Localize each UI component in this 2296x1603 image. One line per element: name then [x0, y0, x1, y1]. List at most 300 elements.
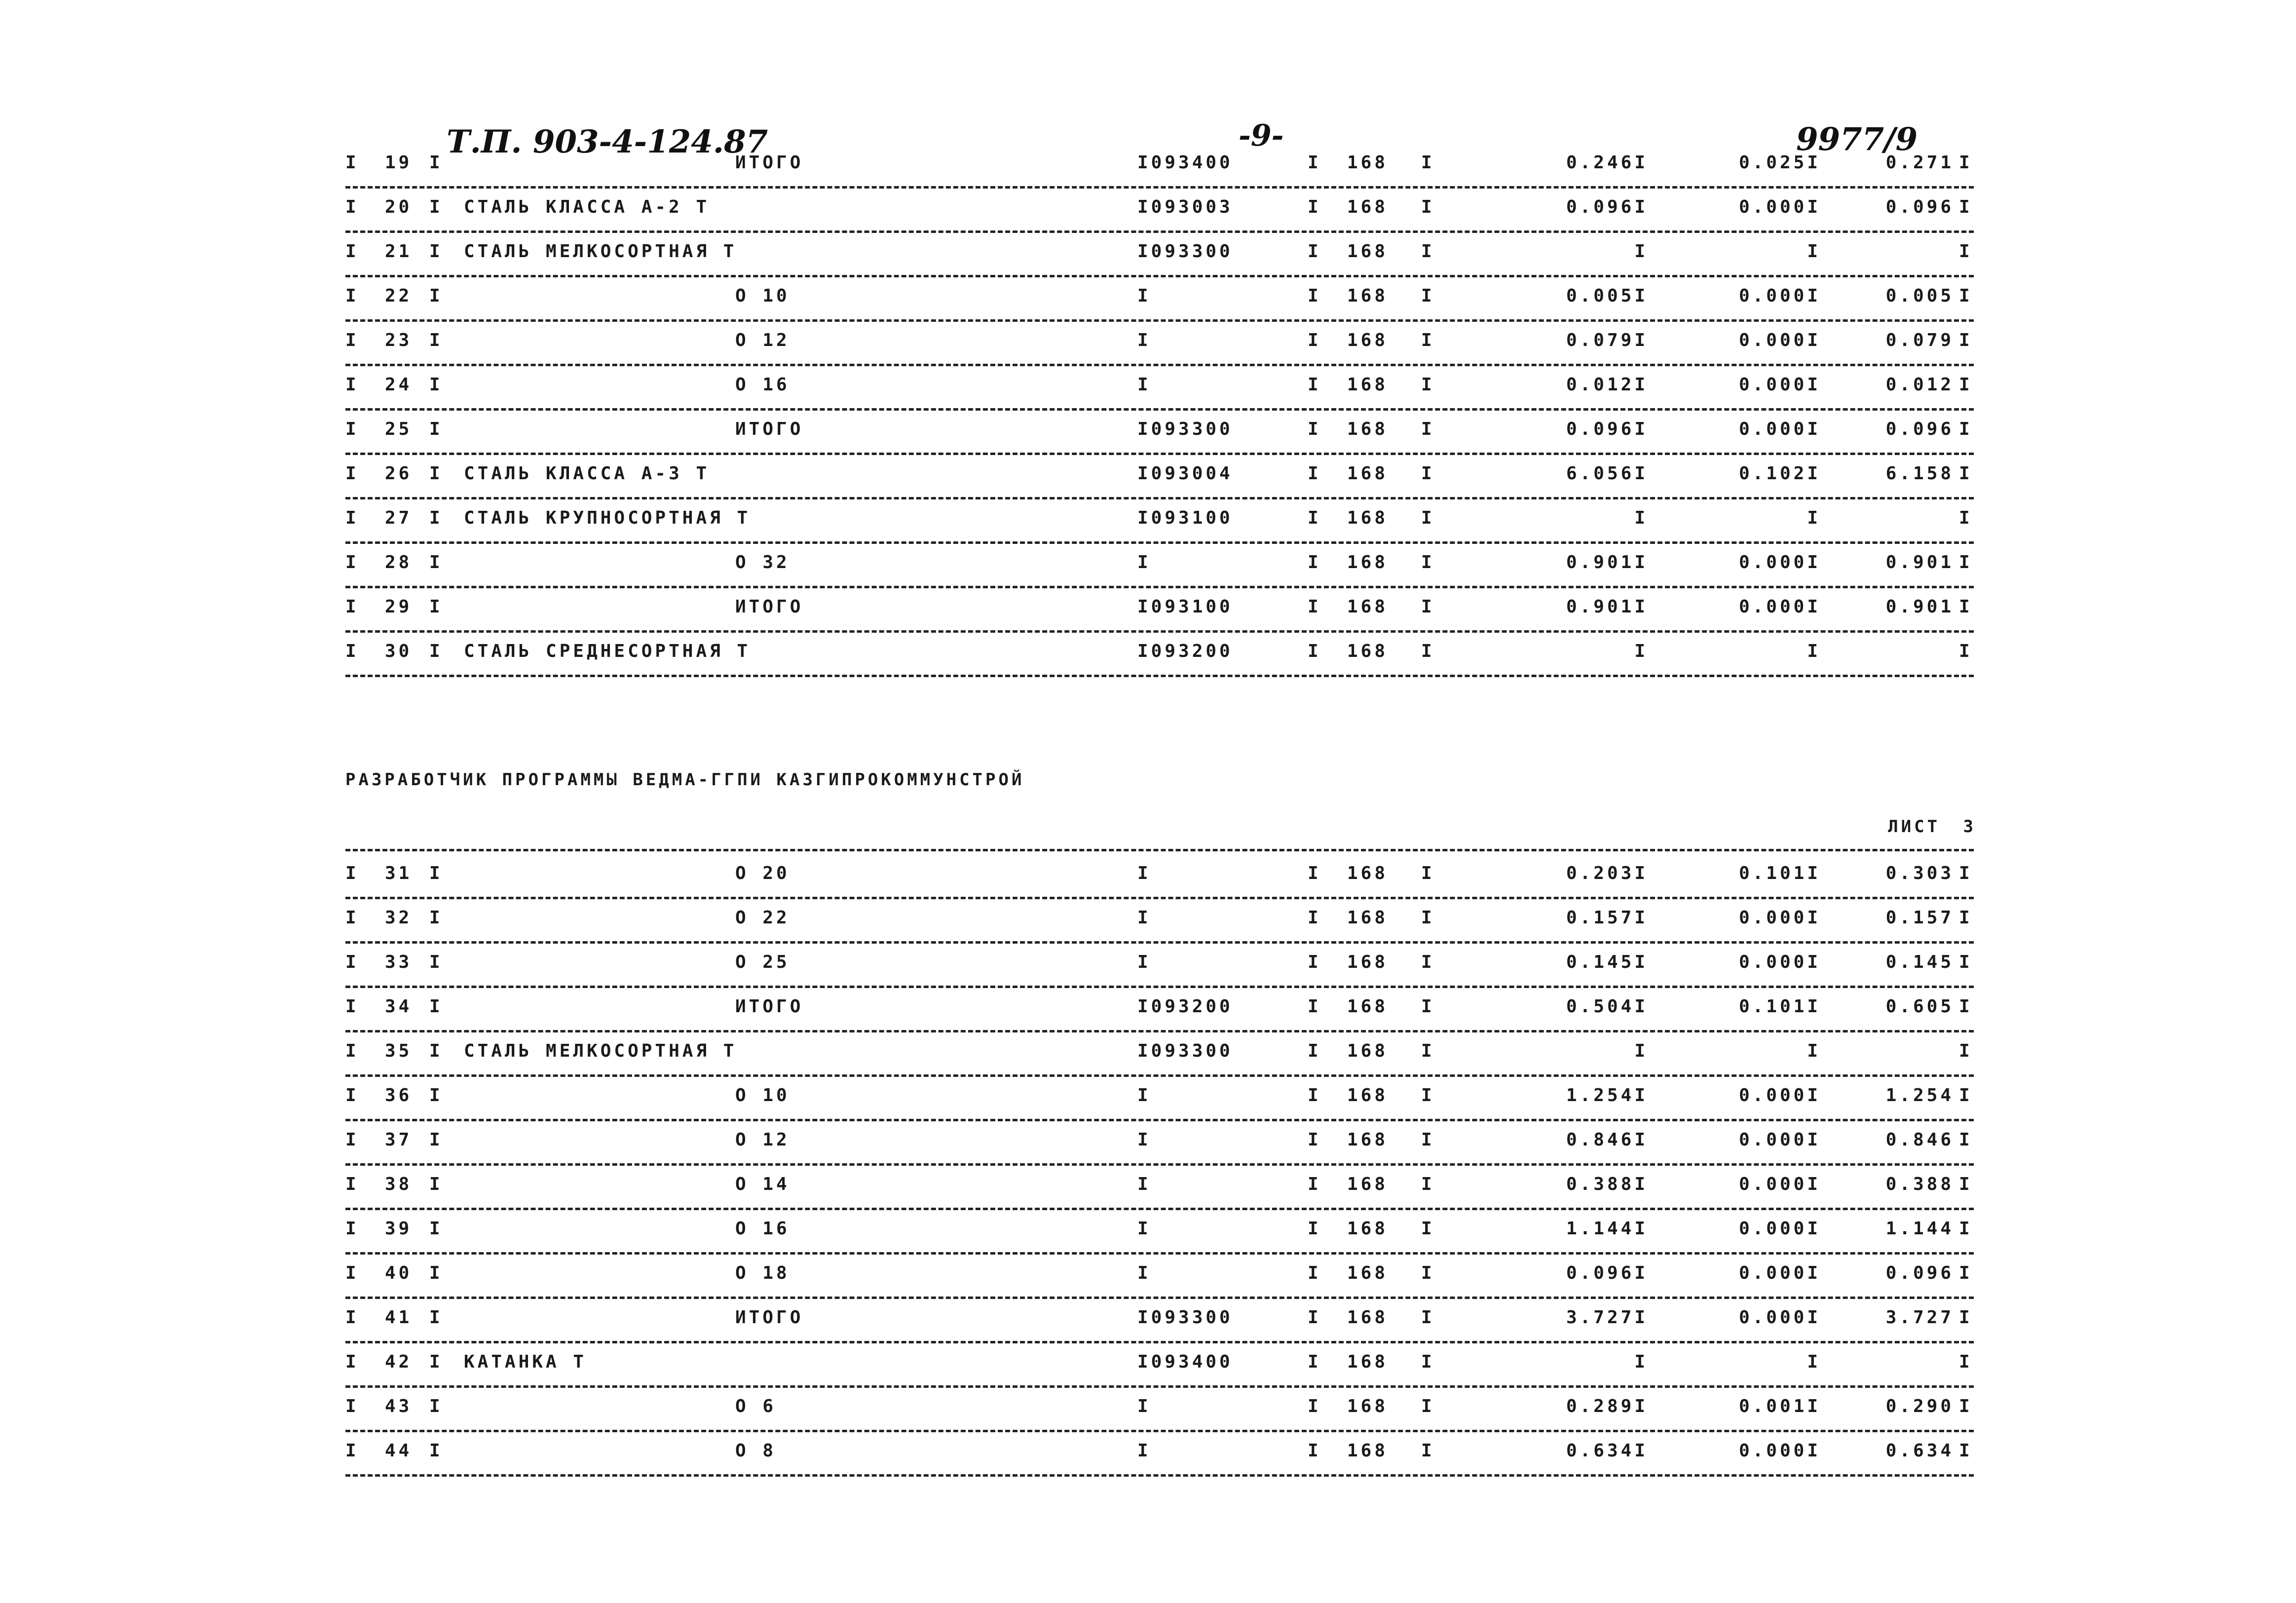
- row-sep: I: [429, 1396, 443, 1416]
- row-value-a: 0.634I: [1566, 1441, 1648, 1461]
- row-sep: I: [1421, 908, 1435, 928]
- row-sep: I: [1421, 1174, 1435, 1194]
- row-sep-left: I: [345, 1219, 359, 1239]
- row-value-b: 0.000I: [1738, 1307, 1821, 1328]
- row-sep: I: [1308, 1174, 1321, 1194]
- row-name: СТАЛЬ КРУПНОСОРТНАЯ Т: [464, 508, 751, 528]
- row-sep: I: [429, 1085, 443, 1106]
- row-size: ИТОГО: [735, 1307, 804, 1328]
- row-number: 26: [385, 463, 413, 484]
- row-code: I: [1137, 1174, 1151, 1194]
- row-size: О 22: [735, 908, 790, 928]
- row-value-b: 0.000I: [1738, 197, 1821, 217]
- row-code: I093200: [1137, 641, 1233, 661]
- sheet-label: [1888, 817, 1976, 837]
- row-sep-left: I: [345, 863, 359, 883]
- row-sep-right: I: [1959, 286, 1973, 306]
- row-number: 23: [385, 330, 413, 350]
- row-sep-left: I: [345, 153, 359, 173]
- row-sep-left: I: [345, 908, 359, 928]
- table-row: [345, 992, 1974, 1036]
- row-size: О 6: [735, 1396, 777, 1416]
- row-value-c: 0.303: [1885, 863, 1954, 883]
- row-sep-right: I: [1959, 1352, 1973, 1372]
- row-size: О 12: [735, 330, 790, 350]
- row-size: ИТОГО: [735, 597, 804, 617]
- row-value-b: 0.000I: [1738, 375, 1821, 395]
- table-row: [345, 548, 1974, 592]
- row-name: КАТАНКА Т: [464, 1352, 587, 1372]
- table-row: [345, 459, 1974, 503]
- row-sep: I: [429, 153, 443, 173]
- row-sep-right: I: [1959, 908, 1973, 928]
- row-value-c: 0.634: [1885, 1441, 1954, 1461]
- row-sep: I: [1308, 241, 1321, 262]
- sheet-label-text: ЛИСТ: [1888, 817, 1941, 837]
- row-sep-left: I: [345, 1441, 359, 1461]
- row-sep: I: [1308, 552, 1321, 572]
- row-sep-left: I: [345, 419, 359, 439]
- row-unit-code: 168: [1347, 1263, 1389, 1283]
- row-value-a: 1.144I: [1566, 1219, 1648, 1239]
- row-unit-code: 168: [1347, 552, 1389, 572]
- row-sep-right: I: [1959, 863, 1973, 883]
- row-sep: I: [1308, 996, 1321, 1017]
- row-code: I: [1137, 1263, 1151, 1283]
- row-sep-left: I: [345, 1130, 359, 1150]
- row-sep: I: [1308, 1307, 1321, 1328]
- row-code: I: [1137, 1441, 1151, 1461]
- row-unit-code: 168: [1347, 241, 1389, 262]
- row-code: I093300: [1137, 241, 1233, 262]
- row-sep: I: [429, 863, 443, 883]
- row-unit-code: 168: [1347, 197, 1389, 217]
- row-value-a: 0.246I: [1566, 153, 1648, 173]
- row-sep-right: I: [1959, 197, 1973, 217]
- row-sep-left: I: [345, 463, 359, 484]
- row-value-b: I: [1807, 641, 1821, 661]
- row-sep: I: [1421, 863, 1435, 883]
- row-sep: I: [1421, 419, 1435, 439]
- row-unit-code: 168: [1347, 1041, 1389, 1061]
- row-unit-code: 168: [1347, 153, 1389, 173]
- row-value-a: 6.056I: [1566, 463, 1648, 484]
- page-number: -9-: [1239, 118, 1284, 153]
- row-sep: I: [1421, 1396, 1435, 1416]
- row-unit-code: 168: [1347, 1441, 1389, 1461]
- row-value-c: 0.079: [1885, 330, 1954, 350]
- row-sep-right: I: [1959, 1174, 1973, 1194]
- row-value-b: 0.000I: [1738, 330, 1821, 350]
- row-sep-left: I: [345, 1085, 359, 1106]
- row-number: 25: [385, 419, 413, 439]
- row-code: I093100: [1137, 597, 1233, 617]
- row-value-a: 0.145I: [1566, 952, 1648, 972]
- row-sep: I: [1308, 1041, 1321, 1061]
- row-value-a: 0.096I: [1566, 1263, 1648, 1283]
- row-unit-code: 168: [1347, 952, 1389, 972]
- row-sep-left: I: [345, 996, 359, 1017]
- row-sep-right: I: [1959, 419, 1973, 439]
- row-value-b: 0.000I: [1738, 597, 1821, 617]
- row-size: О 12: [735, 1130, 790, 1150]
- row-value-c: 6.158: [1885, 463, 1954, 484]
- row-size: О 16: [735, 375, 790, 395]
- row-sep-left: I: [345, 508, 359, 528]
- row-sep-right: I: [1959, 1130, 1973, 1150]
- row-unit-code: 168: [1347, 1130, 1389, 1150]
- row-sep: I: [1421, 1041, 1435, 1061]
- row-name: СТАЛЬ КЛАССА А-2 Т: [464, 197, 710, 217]
- row-code: I: [1137, 375, 1151, 395]
- row-sep: I: [429, 1352, 443, 1372]
- row-sep: I: [429, 1174, 443, 1194]
- row-number: 21: [385, 241, 413, 262]
- row-sep: I: [1308, 330, 1321, 350]
- row-sep-right: I: [1959, 1396, 1973, 1416]
- row-size: ИТОГО: [735, 419, 804, 439]
- row-sep: I: [1308, 286, 1321, 306]
- row-unit-code: 168: [1347, 1219, 1389, 1239]
- row-value-a: 0.203I: [1566, 863, 1648, 883]
- table-row: [345, 1259, 1974, 1303]
- row-sep-right: I: [1959, 463, 1973, 484]
- row-size: О 32: [735, 552, 790, 572]
- row-sep: I: [1308, 1441, 1321, 1461]
- row-code: I: [1137, 1396, 1151, 1416]
- row-sep: I: [429, 463, 443, 484]
- row-sep-left: I: [345, 286, 359, 306]
- row-value-a: 0.096I: [1566, 419, 1648, 439]
- table-row: [345, 592, 1974, 637]
- row-size: О 18: [735, 1263, 790, 1283]
- row-sep-left: I: [345, 641, 359, 661]
- row-number: 34: [385, 996, 413, 1017]
- row-sep-left: I: [345, 197, 359, 217]
- row-sep-left: I: [345, 552, 359, 572]
- table-top-rule: [345, 849, 1974, 851]
- row-sep-left: I: [345, 1396, 359, 1416]
- row-code: I: [1137, 908, 1151, 928]
- table-row: [345, 903, 1974, 948]
- row-value-a: 0.901I: [1566, 552, 1648, 572]
- row-sep-left: I: [345, 1352, 359, 1372]
- row-sep-right: I: [1959, 952, 1973, 972]
- row-sep: I: [429, 1441, 443, 1461]
- row-unit-code: 168: [1347, 1085, 1389, 1106]
- row-value-a: 0.096I: [1566, 197, 1648, 217]
- row-unit-code: 168: [1347, 330, 1389, 350]
- row-value-b: 0.000I: [1738, 286, 1821, 306]
- row-sep-right: I: [1959, 996, 1973, 1017]
- row-sep-right: I: [1959, 508, 1973, 528]
- row-name: СТАЛЬ КЛАССА А-3 Т: [464, 463, 710, 484]
- row-value-a: I: [1634, 508, 1648, 528]
- row-sep: I: [1308, 1219, 1321, 1239]
- row-value-c: 0.012: [1885, 375, 1954, 395]
- row-sep-right: I: [1959, 375, 1973, 395]
- row-code: I: [1137, 1085, 1151, 1106]
- row-sep: I: [1421, 1085, 1435, 1106]
- row-number: 28: [385, 552, 413, 572]
- row-number: 37: [385, 1130, 413, 1150]
- row-name: СТАЛЬ МЕЛКОСОРТНАЯ Т: [464, 241, 737, 262]
- table-row: [345, 370, 1974, 415]
- row-sep-left: I: [345, 1174, 359, 1194]
- row-sep: I: [1421, 508, 1435, 528]
- row-value-b: I: [1807, 1041, 1821, 1061]
- row-value-c: 0.005: [1885, 286, 1954, 306]
- data-table-top: [345, 148, 1974, 681]
- table-row: [345, 237, 1974, 281]
- row-value-a: 0.005I: [1566, 286, 1648, 306]
- row-code: I: [1137, 286, 1151, 306]
- row-sep: I: [1308, 908, 1321, 928]
- row-unit-code: 168: [1347, 419, 1389, 439]
- row-sep: I: [1421, 1130, 1435, 1150]
- row-value-c: 0.605: [1885, 996, 1954, 1017]
- row-size: О 10: [735, 286, 790, 306]
- row-sep: I: [1308, 1352, 1321, 1372]
- row-number: 42: [385, 1352, 413, 1372]
- row-value-a: I: [1634, 1352, 1648, 1372]
- row-number: 44: [385, 1441, 413, 1461]
- row-sep-left: I: [345, 375, 359, 395]
- row-value-a: 0.388I: [1566, 1174, 1648, 1194]
- row-unit-code: 168: [1347, 1174, 1389, 1194]
- row-value-c: 1.254: [1885, 1085, 1954, 1106]
- row-value-b: 0.000I: [1738, 419, 1821, 439]
- row-sep-right: I: [1959, 330, 1973, 350]
- row-value-c: 0.096: [1885, 1263, 1954, 1283]
- row-number: 32: [385, 908, 413, 928]
- document-code: Т.П. 903-4-124.87: [447, 123, 768, 160]
- row-sep-right: I: [1959, 1441, 1973, 1461]
- row-sep: I: [1308, 1130, 1321, 1150]
- row-code: I: [1137, 552, 1151, 572]
- row-sep-right: I: [1959, 641, 1973, 661]
- row-sep: I: [429, 508, 443, 528]
- row-code: I093003: [1137, 197, 1233, 217]
- row-value-c: 0.388: [1885, 1174, 1954, 1194]
- row-value-c: 3.727: [1885, 1307, 1954, 1328]
- row-size: О 16: [735, 1219, 790, 1239]
- row-code: I093300: [1137, 419, 1233, 439]
- row-sep: I: [1308, 153, 1321, 173]
- row-value-a: 0.901I: [1566, 597, 1648, 617]
- row-value-b: 0.000I: [1738, 1263, 1821, 1283]
- row-sep: I: [1421, 1352, 1435, 1372]
- row-sep: I: [1421, 1263, 1435, 1283]
- row-number: 39: [385, 1219, 413, 1239]
- table-row: [345, 859, 1974, 903]
- row-size: ИТОГО: [735, 996, 804, 1017]
- row-sep: I: [1421, 153, 1435, 173]
- row-sep: I: [1421, 552, 1435, 572]
- table-row: [345, 1214, 1974, 1259]
- row-value-a: 0.012I: [1566, 375, 1648, 395]
- row-sep: I: [1421, 597, 1435, 617]
- row-sep: I: [1421, 996, 1435, 1017]
- row-sep: I: [429, 241, 443, 262]
- row-value-b: I: [1807, 508, 1821, 528]
- row-value-b: 0.000I: [1738, 1130, 1821, 1150]
- row-sep-right: I: [1959, 1085, 1973, 1106]
- row-value-c: 0.096: [1885, 197, 1954, 217]
- row-value-c: 0.157: [1885, 908, 1954, 928]
- row-sep-left: I: [345, 241, 359, 262]
- row-sep: I: [1308, 1396, 1321, 1416]
- row-value-a: I: [1634, 1041, 1648, 1061]
- table-row: [345, 1125, 1974, 1170]
- row-value-b: 0.025I: [1738, 153, 1821, 173]
- row-sep: I: [1421, 952, 1435, 972]
- row-sep-left: I: [345, 597, 359, 617]
- row-number: 33: [385, 952, 413, 972]
- row-value-b: 0.102I: [1738, 463, 1821, 484]
- row-sep-right: I: [1959, 241, 1973, 262]
- row-value-b: 0.101I: [1738, 996, 1821, 1017]
- row-name: СТАЛЬ МЕЛКОСОРТНАЯ Т: [464, 1041, 737, 1061]
- row-size: О 20: [735, 863, 790, 883]
- row-unit-code: 168: [1347, 996, 1389, 1017]
- row-code: I093004: [1137, 463, 1233, 484]
- table-row: [345, 415, 1974, 459]
- row-number: 30: [385, 641, 413, 661]
- row-code: I093100: [1137, 508, 1233, 528]
- row-sep: I: [429, 1041, 443, 1061]
- row-sep-right: I: [1959, 597, 1973, 617]
- row-value-a: I: [1634, 641, 1648, 661]
- row-sep: I: [1308, 863, 1321, 883]
- row-sep: I: [1421, 286, 1435, 306]
- row-sep: I: [429, 330, 443, 350]
- row-code: I093300: [1137, 1307, 1233, 1328]
- row-number: 31: [385, 863, 413, 883]
- row-sep: I: [429, 952, 443, 972]
- row-sep: I: [429, 597, 443, 617]
- row-code: I093300: [1137, 1041, 1233, 1061]
- row-size: О 8: [735, 1441, 777, 1461]
- row-number: 38: [385, 1174, 413, 1194]
- row-sep: I: [1308, 1263, 1321, 1283]
- row-number: 36: [385, 1085, 413, 1106]
- table-row: [345, 1436, 1974, 1481]
- row-sep-left: I: [345, 1263, 359, 1283]
- row-value-b: 0.000I: [1738, 908, 1821, 928]
- table-row: [345, 281, 1974, 326]
- row-value-b: 0.000I: [1738, 1085, 1821, 1106]
- row-value-c: 0.271: [1885, 153, 1954, 173]
- row-sep-left: I: [345, 1307, 359, 1328]
- row-number: 29: [385, 597, 413, 617]
- row-value-b: 0.000I: [1738, 552, 1821, 572]
- row-sep: I: [429, 641, 443, 661]
- row-sep: I: [429, 419, 443, 439]
- row-sep: I: [1421, 330, 1435, 350]
- row-sep: I: [1421, 1441, 1435, 1461]
- table-row: [345, 1081, 1974, 1125]
- row-sep-left: I: [345, 1041, 359, 1061]
- row-value-c: 0.846: [1885, 1130, 1954, 1150]
- row-code: I: [1137, 863, 1151, 883]
- row-sep: I: [1421, 241, 1435, 262]
- table-row: [345, 1036, 1974, 1081]
- row-unit-code: 168: [1347, 1307, 1389, 1328]
- row-unit-code: 168: [1347, 1352, 1389, 1372]
- row-sep: I: [429, 1130, 443, 1150]
- row-sep: I: [1421, 375, 1435, 395]
- row-number: 40: [385, 1263, 413, 1283]
- row-value-c: 0.096: [1885, 419, 1954, 439]
- row-code: I093400: [1137, 1352, 1233, 1372]
- row-number: 27: [385, 508, 413, 528]
- row-code: I093400: [1137, 153, 1233, 173]
- row-value-c: 0.901: [1885, 597, 1954, 617]
- row-sep: I: [429, 1307, 443, 1328]
- row-sep: I: [429, 375, 443, 395]
- row-unit-code: 168: [1347, 641, 1389, 661]
- sheet-number: 3: [1963, 817, 1976, 837]
- row-number: 20: [385, 197, 413, 217]
- row-code: I: [1137, 330, 1151, 350]
- table-row: [345, 148, 1974, 192]
- row-value-c: 1.144: [1885, 1219, 1954, 1239]
- row-value-b: 0.000I: [1738, 1174, 1821, 1194]
- row-sep: I: [1421, 463, 1435, 484]
- row-unit-code: 168: [1347, 375, 1389, 395]
- row-sep: I: [1421, 641, 1435, 661]
- row-unit-code: 168: [1347, 863, 1389, 883]
- row-code: I: [1137, 1219, 1151, 1239]
- row-value-b: 0.101I: [1738, 863, 1821, 883]
- row-sep-right: I: [1959, 1263, 1973, 1283]
- row-value-b: 0.001I: [1738, 1396, 1821, 1416]
- row-sep: I: [1308, 1085, 1321, 1106]
- row-size: О 10: [735, 1085, 790, 1106]
- sheet-code: 9977/9: [1796, 121, 1918, 158]
- row-value-c: 0.145: [1885, 952, 1954, 972]
- row-sep: I: [1421, 1219, 1435, 1239]
- row-number: 24: [385, 375, 413, 395]
- row-unit-code: 168: [1347, 286, 1389, 306]
- row-unit-code: 168: [1347, 908, 1389, 928]
- row-value-a: 3.727I: [1566, 1307, 1648, 1328]
- row-sep-right: I: [1959, 153, 1973, 173]
- row-sep: I: [429, 286, 443, 306]
- row-sep: I: [429, 1219, 443, 1239]
- row-number: 22: [385, 286, 413, 306]
- row-name: СТАЛЬ СРЕДНЕСОРТНАЯ Т: [464, 641, 751, 661]
- table-row: [345, 1303, 1974, 1347]
- row-code: I093200: [1137, 996, 1233, 1017]
- row-unit-code: 168: [1347, 1396, 1389, 1416]
- row-value-a: 1.254I: [1566, 1085, 1648, 1106]
- row-value-a: 0.079I: [1566, 330, 1648, 350]
- row-number: 19: [385, 153, 413, 173]
- row-value-b: 0.000I: [1738, 1219, 1821, 1239]
- row-sep: I: [1308, 641, 1321, 661]
- row-sep: I: [429, 197, 443, 217]
- row-sep: I: [1421, 1307, 1435, 1328]
- row-sep: I: [429, 908, 443, 928]
- row-number: 43: [385, 1396, 413, 1416]
- row-sep: I: [1308, 952, 1321, 972]
- row-value-b: 0.000I: [1738, 1441, 1821, 1461]
- row-value-a: 0.846I: [1566, 1130, 1648, 1150]
- table-row: [345, 192, 1974, 237]
- row-sep-left: I: [345, 330, 359, 350]
